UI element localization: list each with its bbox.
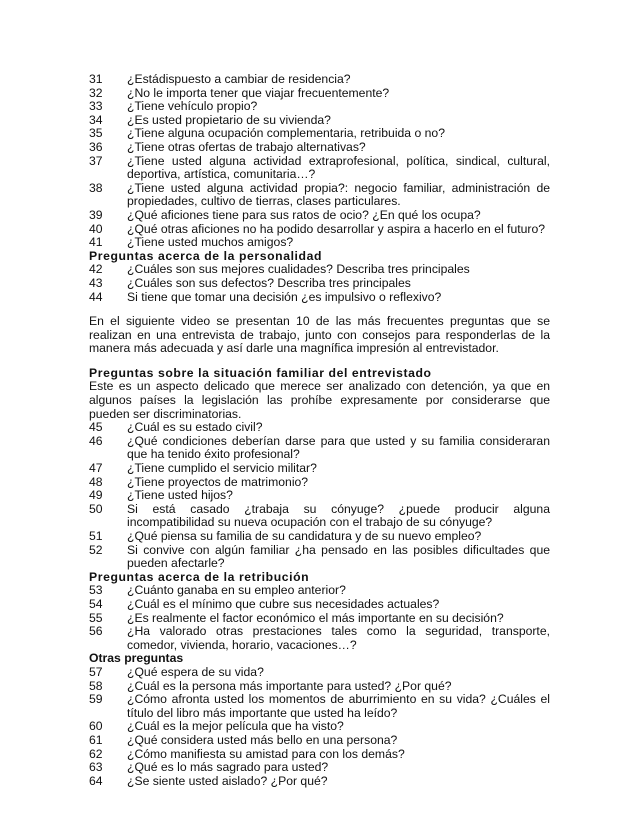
question-number: 55 (89, 610, 103, 625)
question-item (89, 761, 550, 775)
question-text: ¿Cuánto ganaba en su empleo anterior? (127, 583, 346, 598)
question-text: ¿Cuáles son sus mejores cualidades? Describa tres principales (127, 262, 470, 277)
question-text: ¿Estádispuesto a cambiar de residencia? (127, 72, 351, 86)
question-number: 60 (89, 719, 103, 734)
question-number: 63 (89, 760, 103, 775)
question-number: 34 (89, 112, 103, 127)
question-number: 32 (89, 85, 103, 100)
document-page (89, 73, 550, 788)
question-number: 58 (89, 678, 103, 693)
question-item (89, 734, 550, 748)
question-number: 62 (89, 746, 103, 761)
question-text: ¿Se siente usted aislado? ¿Por qué? (127, 773, 328, 788)
question-number: 47 (89, 461, 103, 476)
question-text: ¿Tiene cumplido el servicio militar? (127, 461, 317, 476)
question-number: 33 (89, 99, 103, 114)
question-item (89, 462, 550, 476)
question-item (89, 100, 550, 114)
question-number: 51 (89, 529, 103, 543)
question-item (89, 127, 550, 141)
question-item (89, 666, 550, 680)
question-item (89, 73, 550, 87)
question-text: ¿Cuál es su estado civil? (127, 420, 263, 435)
question-text: ¿Tiene usted alguna actividad propia?: negocio familiar, administración de propiedades, cultivo de tierras, clases particulares. (127, 180, 550, 209)
question-item (89, 476, 550, 490)
question-number: 37 (89, 153, 103, 168)
question-item (89, 720, 550, 734)
question-item (89, 544, 550, 571)
question-number: 50 (89, 501, 103, 516)
question-item (89, 421, 550, 435)
question-text: ¿Tiene usted muchos amigos? (127, 235, 294, 250)
question-number: 36 (89, 139, 103, 154)
question-text: ¿Cuáles son sus defectos? Describa tres principales (127, 275, 411, 290)
question-text: ¿Qué espera de su vida? (127, 664, 264, 679)
question-text: ¿Qué otras aficiones no ha podido desarrollar y aspira a hacerlo en el futuro? (127, 221, 546, 236)
question-text: ¿Qué aficiones tiene para sus ratos de ocio? ¿En qué los ocupa? (127, 207, 481, 222)
question-number: 40 (89, 221, 103, 236)
question-text: ¿Qué es lo más sagrado para usted? (127, 760, 329, 775)
question-text: ¿Cuál es la persona más importante para usted? ¿Por qué? (127, 678, 452, 693)
question-number: 44 (89, 289, 103, 304)
question-text: ¿Tiene otras ofertas de trabajo alternativas? (127, 139, 366, 154)
question-number: 46 (89, 433, 103, 448)
question-text: ¿Es usted propietario de su vivienda? (127, 112, 331, 127)
question-number: 48 (89, 474, 103, 489)
question-item (89, 503, 550, 530)
section-heading: Preguntas sobre la situación familiar del entrevistado (89, 365, 432, 380)
question-number: 41 (89, 235, 103, 250)
question-number: 59 (89, 692, 103, 707)
question-item (89, 612, 550, 626)
question-item (89, 223, 550, 237)
question-number: 64 (89, 773, 103, 788)
paragraph: Este es un aspecto delicado que merece ser analizado con detención, ya que en algunos países la legislación las prohíbe expresamente por considerarse que pueden ser discriminatorias. (89, 379, 550, 421)
question-item (89, 114, 550, 128)
question-text: ¿Tiene usted alguna actividad extraprofesional, política, sindical, cultural, deportiva, artística, comunitaria…? (127, 153, 550, 182)
question-text: ¿Es realmente el factor económico el más importante en su decisión? (127, 610, 504, 625)
paragraph: En el siguiente video se presentan 10 de las más frecuentes preguntas que se realizan en una entrevista de trabajo, junto con consejos para responderlas de la manera más adecuada y así darle una magnífica impresión al entrevistador. (89, 314, 550, 356)
question-number: 53 (89, 583, 103, 598)
question-number: 35 (89, 126, 103, 141)
question-number: 61 (89, 732, 103, 747)
question-item (89, 598, 550, 612)
question-number: 31 (89, 72, 103, 86)
question-text: ¿Tiene alguna ocupación complementaria, retribuida o no? (127, 126, 445, 141)
section-heading: Preguntas acerca de la retribución (89, 569, 310, 584)
question-item (89, 87, 550, 101)
question-text: ¿Cuál es el mínimo que cubre sus necesidades actuales? (127, 596, 440, 611)
question-text: ¿Cómo afronta usted los momentos de aburrimiento en su vida? ¿Cuáles el título del libro más importante que usted ha leído? (127, 692, 550, 720)
section-heading: Otras preguntas (89, 651, 184, 666)
question-number: 43 (89, 275, 103, 290)
question-item (89, 291, 550, 305)
question-text: ¿Qué piensa su familia de su candidatura y de su nuevo empleo? (127, 529, 482, 543)
question-item (89, 584, 550, 598)
question-item (89, 277, 550, 291)
question-number: 56 (89, 624, 103, 639)
question-item (89, 530, 550, 544)
question-item (89, 435, 550, 462)
question-number: 42 (89, 262, 103, 277)
question-item (89, 680, 550, 694)
section-heading: Preguntas acerca de la personalidad (89, 248, 323, 263)
question-item (89, 748, 550, 762)
question-text: ¿Tiene usted hijos? (127, 488, 233, 503)
question-text: ¿Cuál es la mejor película que ha visto? (127, 719, 344, 734)
question-text: ¿Cómo manifiesta su amistad para con los demás? (127, 746, 405, 761)
question-item (89, 775, 550, 789)
question-item (89, 625, 550, 652)
question-text: ¿Tiene vehículo propio? (127, 99, 258, 114)
question-item (89, 693, 550, 720)
question-number: 54 (89, 596, 103, 611)
question-item (89, 489, 550, 503)
question-item (89, 209, 550, 223)
question-number: 57 (89, 664, 103, 679)
question-item (89, 263, 550, 277)
question-text: ¿No le importa tener que viajar frecuentemente? (127, 85, 390, 100)
question-text: Si está casado ¿trabaja su cónyuge? ¿puede producir alguna incompatibilidad su nueva ocupación con el trabajo de su cónyuge? (127, 501, 550, 530)
question-item (89, 141, 550, 155)
question-number: 39 (89, 207, 103, 222)
question-text: ¿Qué condiciones deberían darse para que usted y su familia consideraran que ha tenido éxito profesional? (127, 433, 550, 462)
question-item (89, 155, 550, 182)
question-text: ¿Tiene proyectos de matrimonio? (127, 474, 309, 489)
question-text: ¿Qué considera usted más bello en una persona? (127, 732, 398, 747)
question-item (89, 182, 550, 209)
question-item (89, 236, 550, 250)
question-text: Si tiene que tomar una decisión ¿es impulsivo o reflexivo? (127, 289, 442, 304)
question-text: ¿Ha valorado otras prestaciones tales como la seguridad, transporte, comedor, vivienda, horario, vacaciones…? (127, 624, 550, 652)
question-text: Si convive con algún familiar ¿ha pensado en las posibles dificultades que pueden afectarle? (127, 542, 550, 571)
question-number: 52 (89, 542, 103, 557)
question-number: 38 (89, 180, 103, 195)
question-number: 45 (89, 420, 103, 435)
question-number: 49 (89, 488, 103, 503)
